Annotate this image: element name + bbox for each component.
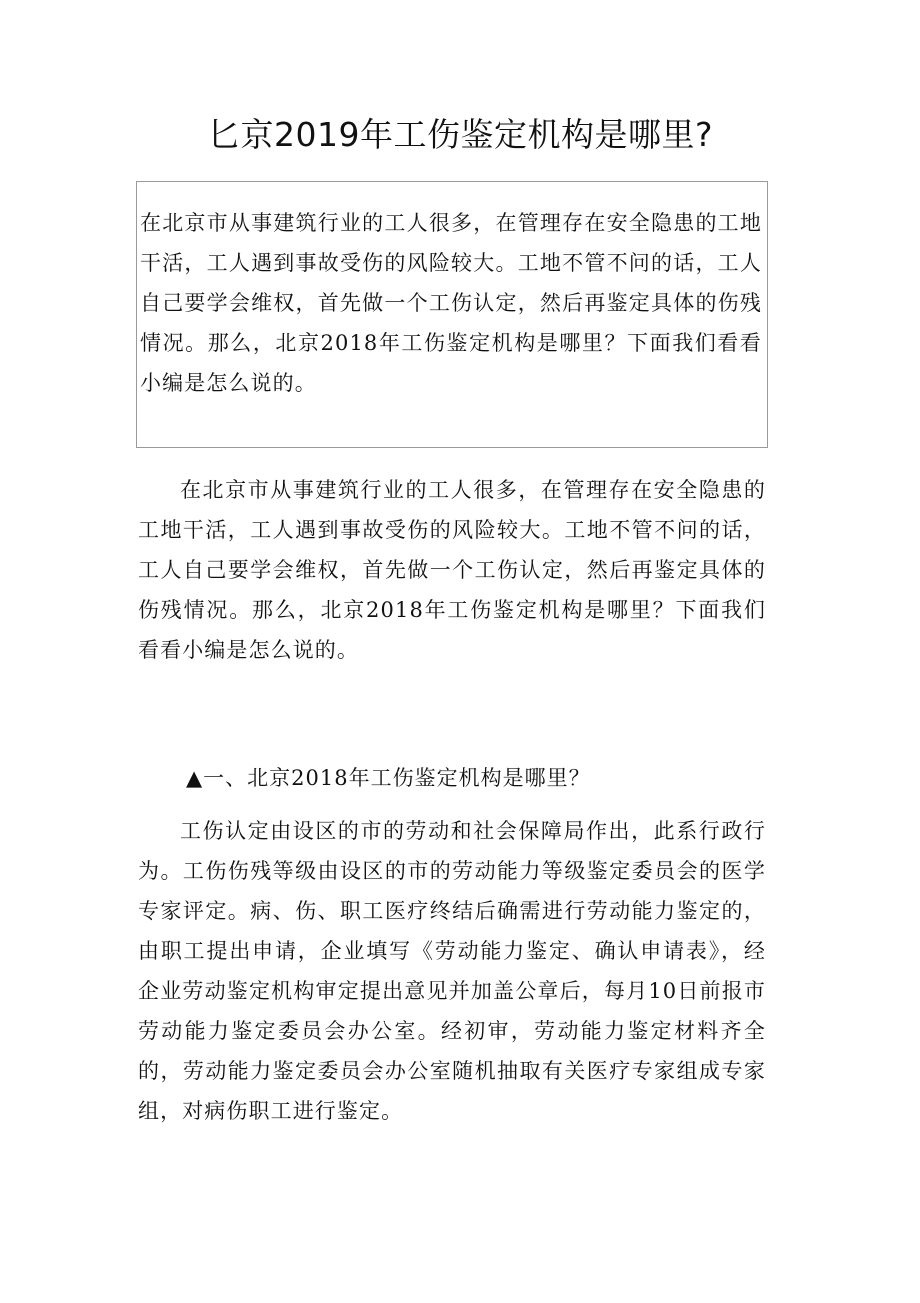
page-title: 匕京2019年工伤鉴定机构是哪里? [207,115,713,154]
summary-paragraph: 在北京市从事建筑行业的工人很多，在管理存在安全隐患的工地干活，工人遇到事故受伤的风险较大。工地不管不问的话，工人自己要学会维权，首先做一个工伤认定，然后再鉴定具体的伤残情况。那么，北京2018年工伤鉴定机构是哪里？下面我们看看小编是怎么说的。 [140,211,762,395]
section-heading [186,758,591,798]
intro-paragraph: 在北京市从事建筑行业的工人很多，在管理存在安全隐患的工地干活，工人遇到事故受伤的风险较大。工地不管不问的话，工人自己要学会维权，首先做一个工伤认定，然后再鉴定具体的伤残情况。那么，北京2018年工伤鉴定机构是哪里？下面我们看看小编是怎么说的。 [138,478,766,662]
summary-box [136,181,768,448]
section-body-paragraph: 工伤认定由设区的市的劳动和社会保障局作出，此系行政行为。工伤伤残等级由设区的市的劳动能力等级鉴定委员会的医学专家评定。病、伤、职工医疗终结后确需进行劳动能力鉴定的，由职工提出申请，企业填写《劳动能力鉴定、确认申请表》，经企业劳动鉴定机构审定提出意见并加盖公章后，每月10日前报市劳动能力鉴定委员会办公室。经初审，劳动能力鉴定材料齐全的，劳动能力鉴定委员会办公室随机抽取有关医疗专家组成专家组，对病伤职工进行鉴定。 [138,819,766,1123]
triangle-bullet-icon: ▲ [186,766,204,790]
section-heading-text: 一、北京2018年工伤鉴定机构是哪里？ [203,766,591,790]
